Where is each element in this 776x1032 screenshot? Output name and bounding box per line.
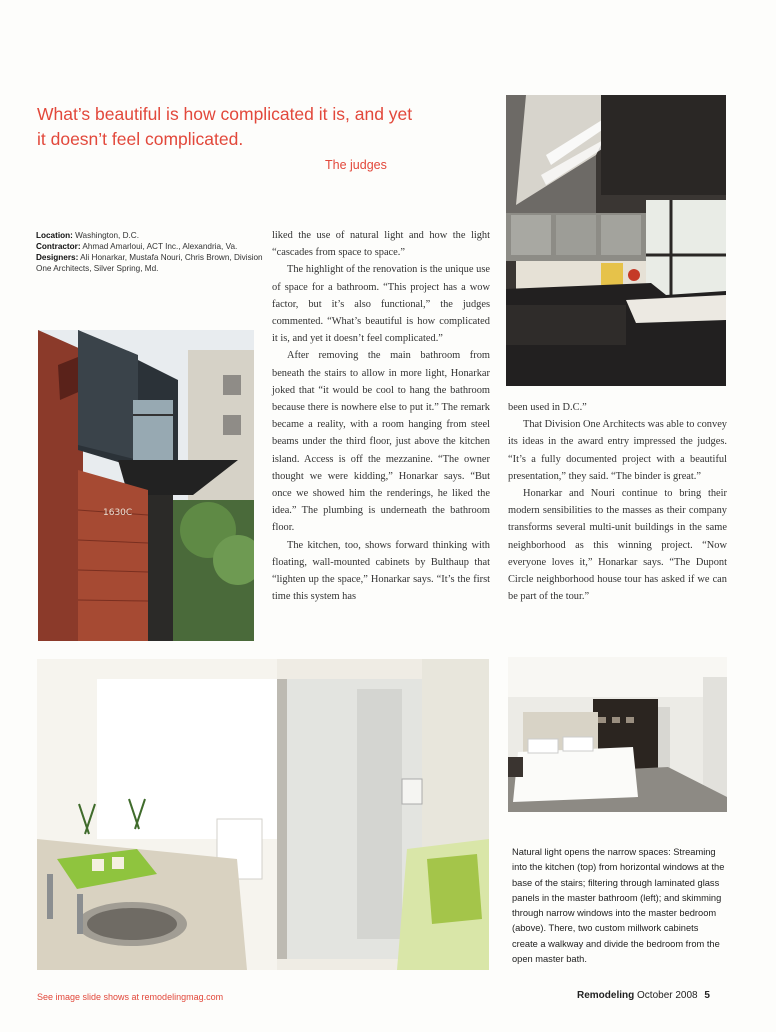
paragraph: liked the use of natural light and how the light “cascades from space to space.” [272,230,490,259]
credit-contractor: Contractor: Ahmad Amarloui, ACT Inc., Alexandria, Va. [36,242,238,251]
article-column-middle [272,227,490,605]
paragraph: The kitchen, too, shows forward thinking with floating, wall-mounted cabinets by Bulthaup that “lighten up the space,” Honarkar says. “It’s the first time this system has [272,539,490,603]
kitchen-photo [506,95,726,386]
photo-caption: Natural light opens the narrow spaces: Streaming into the kitchen (top) from horizontal windows at the base of the stairs; filtering through laminated glass panels in the master bathroom (left); and skimming through narrow windows into the master bedroom (above). There, two custom millwork cabinets create a walkway and divide the bedroom from the open master bath. [512,847,725,965]
article-column-right [508,399,727,605]
credit-location: Location: Washington, D.C. [36,231,139,240]
issue-date: October 2008 [637,990,698,1001]
credit-designers: Designers: Ali Honarkar, Mustafa Nouri, Chris Brown, Division One Architects, Silver Spring, Md. [36,253,263,273]
paragraph: That Division One Architects was able to convey its ideas in the award entry impressed the judges. “It’s a fully documented project with a beautiful presentation,” they said. “The binder is great.” [508,419,728,482]
bedroom-photo [508,657,727,812]
house-number: 1630C [103,508,133,518]
page-footer [577,990,710,1001]
project-credits [36,230,268,274]
paragraph: The highlight of the renovation is the unique use of space for a bathroom. “This project has a wow factor, but it’s also functional,” the judges commented. “What’s beautiful is how complicated it is, and yet it doesn’t feel complicated.” [272,264,490,345]
paragraph: After removing the main bathroom from beneath the stairs to allow in more light, Honarkar joked that “it would be cool to hang the bathroom because there is nowhere else to put it.” The remark became a reality, with a room hanging from steel beams under the third floor, just above the kitchen island. Access is off the mezzanine. “The owner thought we were kidding,” Honarkar says. “But once we showed him the renderings, he liked the idea.” The plumbing is underneath the bathroom floor. [272,350,490,534]
magazine-name: Remodeling [577,990,635,1001]
exterior-photo [38,330,254,641]
bathroom-photo [37,659,489,970]
slideshow-link[interactable]: See image slide shows at remodelingmag.com [37,992,224,1002]
paragraph: Honarkar and Nouri continue to bring their modern sensibilities to the masses as their company transforms several multi-unit buildings in the same neighborhood as this winning project. “Now everyone loves it,” Honarkar says. “The Dupont Circle neighborhood house tour has asked if we can be part of the tour.” [508,488,727,603]
paragraph: been used in D.C.” [508,402,587,413]
pull-quote: What’s beautiful is how complicated it is, and yet it doesn’t feel complicated. [37,104,413,149]
pull-quote-attribution: The judges [325,158,387,172]
page-number: 5 [704,990,710,1001]
